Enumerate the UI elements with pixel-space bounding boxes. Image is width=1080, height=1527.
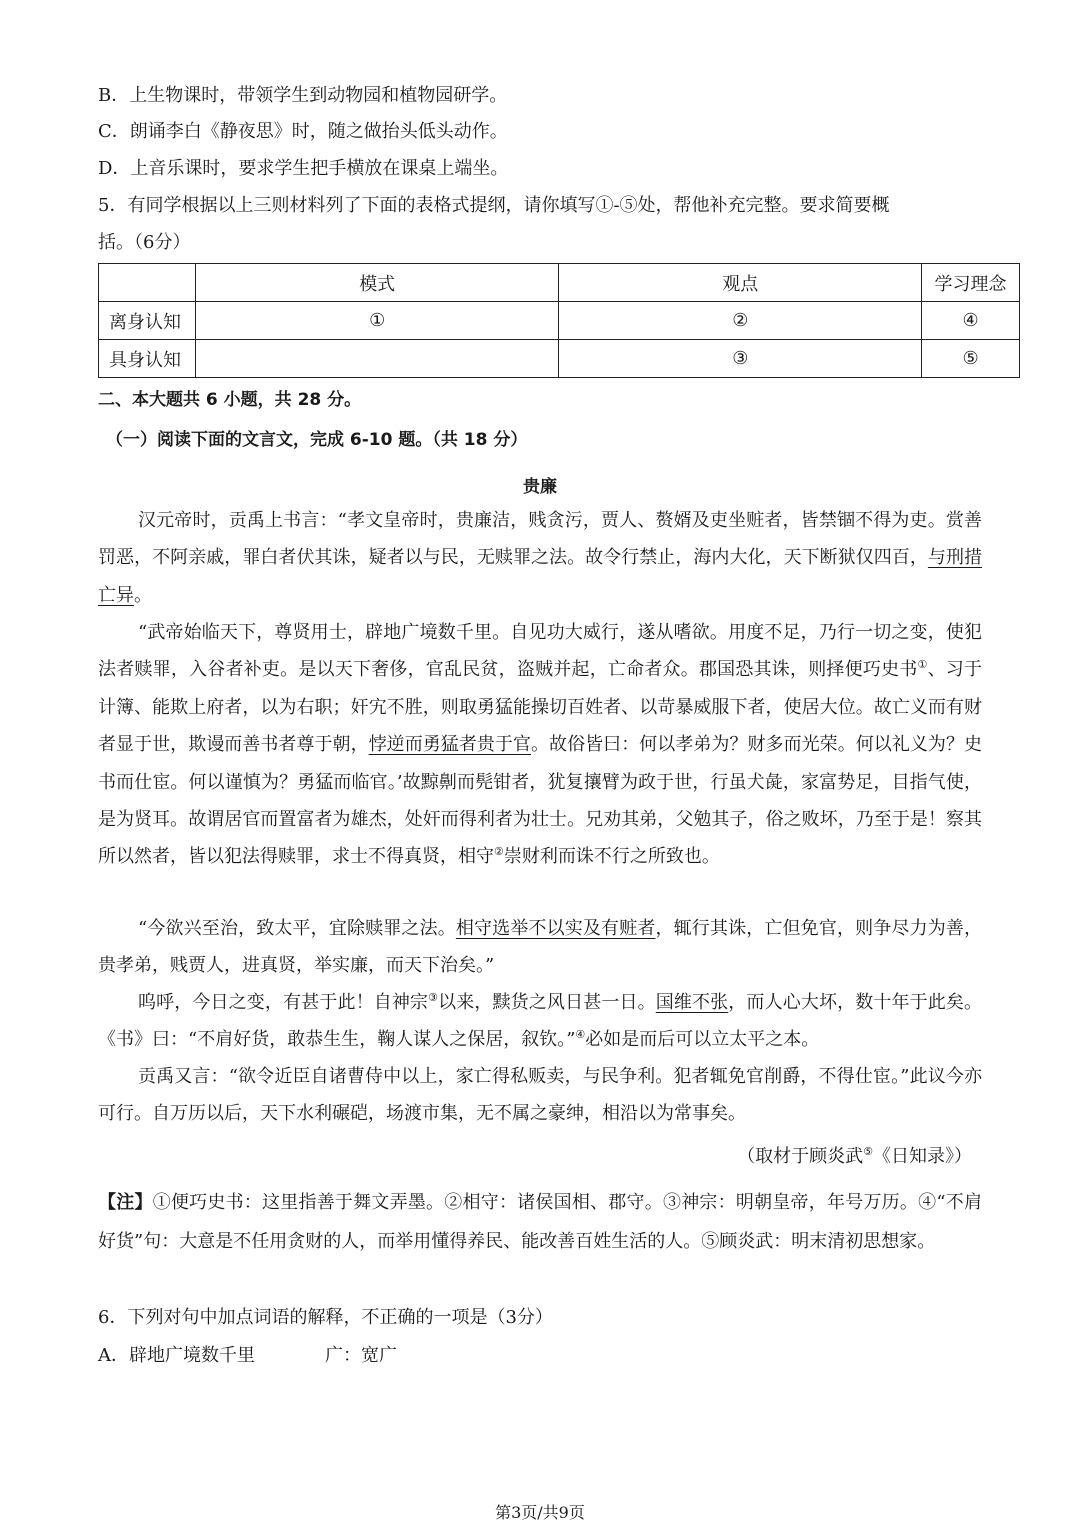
underlined-phrase: 悖逆而勇猛者贵于官 [368,734,531,756]
passage-paragraph-3 [98,910,982,985]
table-cell: 离身认知 [99,302,196,340]
text-run: 汉元帝时，贡禹上书言：“孝文皇帝时，贵廉洁，贱贪污，贾人、赘婿及吏坐赃者，皆禁锢不得为吏。赏善罚恶，不阿亲戚，罪白者伏其诛，疑者以与民，无赎罪之法。故令行禁止，海内大化，天下断狱仅四百， [98,510,982,569]
notes-text: ①便巧史书：这里指善于舞文弄墨。②相守：诸侯国相、郡守。③神宗：明朝皇帝，年号万历。④“不肩好货”句：大意是不任用贪财的人，而举用懂得养民、能改善百姓生活的人。⑤顾炎武：明末清初思想家。 [98,1192,983,1252]
notes-label: 【注】 [98,1192,153,1213]
question-5-line1: 5．有同学根据以上三则材料列了下面的表格式提纲，请你填写①-⑤处，帮他补充完整。要求简要概 [98,195,890,216]
page-footer: 第3页/共9页 [495,1503,585,1522]
question-5-line2: 括。（6分） [98,232,191,253]
underlined-phrase: 与刑措亡异 [98,547,983,606]
question-6-option-a [98,1344,397,1368]
option-d: D．上音乐课时，要求学生把手横放在课桌上端坐。 [98,158,509,179]
text-run: 。 [134,584,152,606]
table-header-row [99,264,1020,302]
text-run: 崇财利而诛不行之所致也。 [503,846,720,868]
outline-table [98,263,1020,378]
text-run: （取材于顾炎武 [737,1146,864,1167]
text-run: 。故俗皆曰：何以孝弟为？财多而光荣。何以礼义为？史书而仕宦。何以谨慎为？勇猛而临官。’故黥劓而髡钳者，犹复攘臂为政于世，行虽犬彘，家富势足，目指气使，是为贤耳。故谓居官而置富者为雄杰，处奸而得利者为壮士。兄劝其弟，父勉其子，俗之败坏，乃至于是！察其所以然者，皆以犯法得赎罪，求士不得真贤，相守 [98,734,982,868]
table-header-cell: 模式 [195,264,559,302]
table-cell: ② [559,302,922,340]
text-run: ，辄行其诛，亡但免官，则争尽力为善，贵孝弟，贱贾人，进真贤，举实廉，而天下治矣。” [98,918,983,977]
table-header-cell: 学习理念 [922,264,1020,302]
footnote-mark: ③ [428,991,439,1004]
passage-source [737,1142,972,1168]
text-run: 呜呼，今日之变，有甚于此！自神宗 [138,992,429,1013]
option-gloss: 广：宽广 [325,1345,397,1366]
footnote-mark: ② [494,845,504,859]
table-row [99,302,1020,340]
passage-paragraph-1 [98,502,982,614]
table-cell: 具身认知 [99,340,196,378]
text-run: 、习于计簿、能欺上府者，以为右职；奸宄不胜，则取勇猛能操切百姓者、以苛暴威服下者，使居大位。故亡义而有财者显于世，欺谩而善书者尊于朝， [98,659,982,756]
notes [98,1183,982,1261]
table-header-cell [99,264,196,302]
table-row [99,340,1020,378]
table-cell: ① [195,302,559,340]
table-cell: ④ [922,302,1020,340]
footnote-mark: ① [917,658,928,672]
question-6-stem: 6．下列对句中加点词语的解释，不正确的一项是（3分） [98,1307,553,1328]
option-c: C．朗诵李白《静夜思》时，随之做抬头低头动作。 [98,121,508,142]
text-run: “武帝始临天下，尊贤用士，辟地广境数千里。自见功大威行，遂从嗜欲。用度不足，乃行一切之变，使犯法者赎罪，入谷者补吏。是以天下奢侈，官乱民贫，盗贼并起，亡命者众。郡国恐其诛，则择便巧史书 [98,622,982,681]
text-run: 《日知录》） [873,1146,972,1167]
passage-paragraph-5: 贡禹又言：“欲令近臣自诸曹侍中以上，家亡得私贩卖，与民争利。犯者辄免官削爵，不得仕宦。”此议今亦可行。自万历以后，天下水利碾硙，场渡市集，无不属之豪绅，相沿以为常事矣。 [98,1066,982,1125]
passage-paragraph-4 [98,984,982,1059]
text-run: 必如是而后可以立太平之本。 [585,1029,820,1051]
table-cell: ⑤ [922,340,1020,378]
table-header-cell: 观点 [559,264,922,302]
text-run: ，而人心大坏，数十年于此矣。《书》曰：“不肩好货，敢恭生生，鞠人谋人之保居，叙钦。” [98,992,983,1051]
text-run: “今欲兴至治，致太平，宜除赎罪之法。 [138,918,456,939]
option-text: A．辟地广境数千里 [98,1345,255,1366]
footnote-mark: ⑤ [863,1145,873,1158]
subsection-heading: （一）阅读下面的文言文，完成 6-10 题。（共 18 分） [106,430,528,450]
table-cell [195,340,559,378]
underlined-phrase: 国维不张 [655,992,729,1013]
option-b: B．上生物课时，带领学生到动物园和植物园研学。 [98,85,508,106]
passage-title: 贵廉 [523,477,557,497]
section-heading: 二、本大题共 6 小题，共 28 分。 [98,390,362,410]
underlined-phrase: 相守选举不以实及有赃者 [455,918,656,939]
passage-paragraph-2 [98,614,982,876]
text-run: 以来，黩货之风日甚一日。 [438,992,656,1013]
footnote-mark: ④ [575,1028,586,1042]
table-cell: ③ [559,340,922,378]
